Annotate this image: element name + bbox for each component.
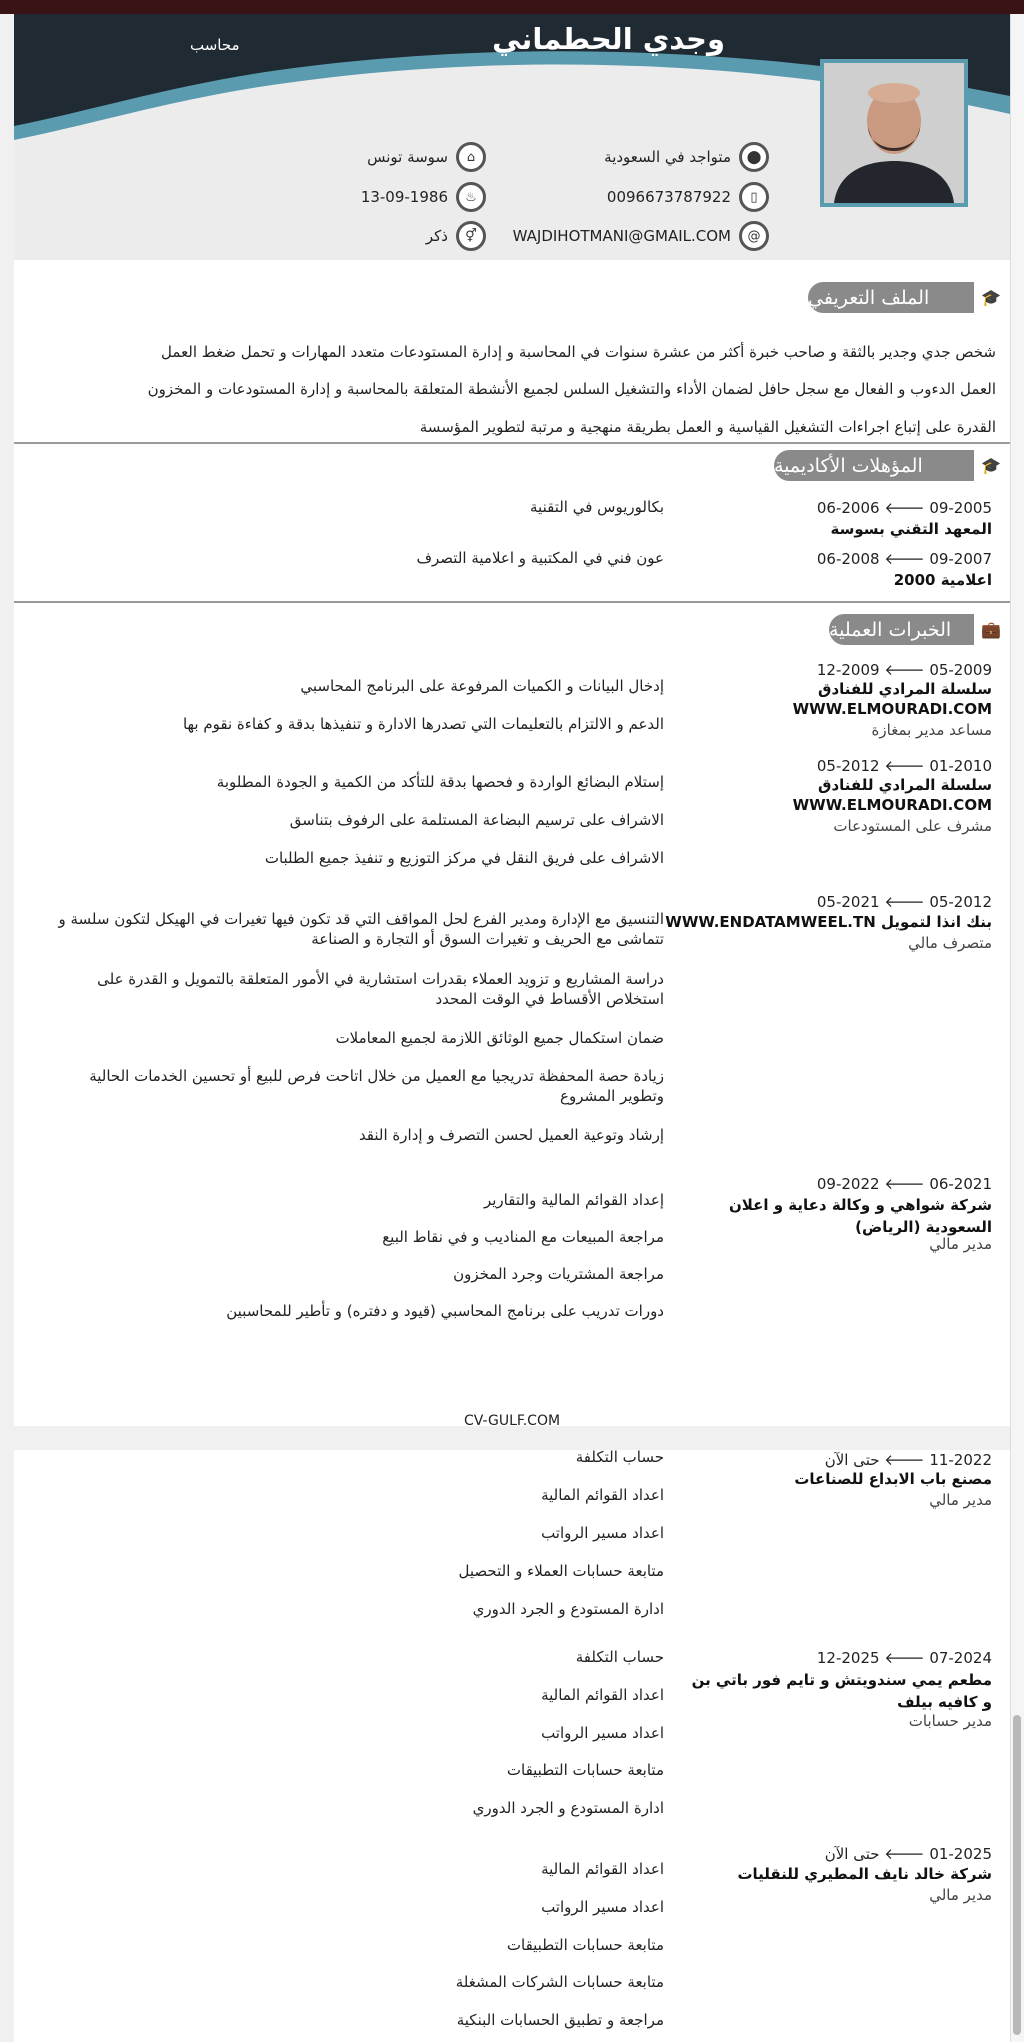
education-2-dates: 09-2007 🡐 06-2008	[816, 550, 992, 568]
scrollbar-thumb[interactable]	[1013, 1715, 1021, 2035]
education-1-dates: 09-2005 🡐 06-2006	[816, 499, 992, 517]
section-divider	[14, 601, 1010, 603]
job-6-company: مطعم يمي سندويتش و تايم فور باتي بن و كافيه بيلف	[691, 1671, 992, 1711]
phone-icon: ▯	[739, 182, 769, 212]
section-title-profile: الملف التعريفي	[808, 282, 974, 313]
candidate-photo	[820, 59, 968, 207]
education-1-institution: المعهد التقني بسوسة	[830, 520, 992, 538]
info-phone	[607, 182, 769, 212]
profile-line-1: شخص جدي وجدير بالثقة و صاحب خبرة أكثر من عشرة سنوات في المحاسبة و إدارة المستودعات متعدد المهارات و تحمل ضغط العمل	[161, 343, 996, 361]
job-2-website: WWW.ELMOURADI.COM	[792, 796, 992, 814]
job-5-role: مدير مالي	[929, 1491, 992, 1509]
education-2-institution: اعلامية 2000	[893, 571, 992, 589]
job-2-duty-1: إستلام البضائع الواردة و فحصها بدقة للتأكد من الكمية و الجودة المطلوبة	[216, 773, 664, 791]
job-6-duty-1: حساب التكلفة	[575, 1648, 664, 1666]
info-birthdate	[361, 182, 486, 212]
browser-top-bar	[0, 0, 1024, 14]
education-2-degree: عون فني في المكتبية و اعلامية التصرف	[416, 549, 664, 567]
gender-text: ذكر	[425, 227, 448, 245]
job-3-duty-2: دراسة المشاريع و تزويد العملاء بقدرات استشارية في الأمور المتعلقة بالتمويل و القدرة على استخلاص الأقساط في الوقت المحدد	[97, 970, 664, 1008]
profile-line-2: العمل الدءوب و الفعال مع سجل حافل لضمان الأداء والتشغيل السلس لجميع الأنشطة المتعلقة بالمحاسبة و إدارة المستودعات و المخزون	[147, 380, 996, 398]
candidate-name: وجدي الحطماني	[492, 22, 725, 56]
job-1-dates: 05-2009 🡐 12-2009	[816, 661, 992, 679]
job-3-duty-3: ضمان استكمال جميع الوثائق اللازمة لجميع المعاملات	[335, 1029, 664, 1047]
job-5-company: مصنع باب الابداع للصناعات	[794, 1470, 992, 1488]
job-1-website: WWW.ELMOURADI.COM	[792, 700, 992, 718]
job-4-duty-1: إعداد القوائم المالية والتقارير	[483, 1191, 664, 1209]
job-5-duty-5: ادارة المستودع و الجرد الدوري	[472, 1600, 664, 1618]
job-6-role: مدير حسابات	[908, 1712, 992, 1730]
cv-page-1	[14, 14, 1010, 1429]
job-4-company: شركة شواهي و وكالة دعاية و اعلان السعودية (الرياض)	[728, 1196, 992, 1236]
cake-icon: ♨	[456, 182, 486, 212]
phone-text: 0096673787922	[606, 188, 731, 206]
job-2-duty-3: الاشراف على فريق النقل في مركز التوزيع و تنفيذ جميع الطلبات	[264, 849, 664, 867]
job-3-duty-1: التنسيق مع الإدارة ومدير الفرع لحل المواقف التي قد تكون فيها تغيرات في الهيكل لتكون سلسة و تتماشى مع الحريف و تغيرات السوق أو التجارة و الصناعة	[58, 910, 664, 948]
profile-line-3: القدرة على إتباع اجراءات التشغيل القياسية و العمل بطريقة منهجية و مرتبة لتطوير المؤسسة	[419, 418, 996, 436]
job-3-duty-4: زيادة حصة المحفظة تدريجيا مع العميل من خلال اتاحت فرص للبيع أو تحسين الخدمات الحالية وتطوير المشروع	[89, 1067, 664, 1105]
job-1-company: سلسلة المرادي للفنادق	[818, 680, 992, 698]
job-7-duty-3: متابعة حسابات التطبيقات	[506, 1936, 664, 1954]
cv-header	[14, 14, 1010, 260]
job-2-company: سلسلة المرادي للفنادق	[818, 776, 992, 794]
cv-page-2	[14, 1450, 1010, 2042]
job-7-duty-2: اعداد مسير الرواتب	[541, 1898, 664, 1916]
job-3-duty-5: إرشاد وتوعية العميل لحسن التصرف و إدارة النقد	[358, 1126, 664, 1144]
job-1-duty-2: الدعم و الالتزام بالتعليمات التي تصدرها الادارة و تنفيذها بدقة و كفاءة نقوم بها	[182, 715, 664, 733]
job-7-duty-1: اعداد القوائم المالية	[541, 1860, 664, 1878]
footer-site: CV-GULF.COM	[463, 1413, 561, 1429]
job-2-duty-2: الاشراف على ترسيم البضاعة المستلمة على الرفوف بتناسق	[289, 811, 664, 829]
job-2-dates: 01-2010 🡐 05-2012	[816, 757, 992, 775]
job-7-company: شركة خالد نايف المطيري للنقليات	[737, 1865, 992, 1883]
info-gender	[426, 221, 486, 251]
job-6-dates: 07-2024 🡐 12-2025	[816, 1649, 992, 1667]
city-text: سوسة تونس	[367, 148, 448, 166]
education-1-degree: بكالوريوس في التقنية	[530, 498, 664, 516]
job-5-duty-1: حساب التكلفة	[575, 1448, 664, 1466]
job-5-duty-4: متابعة حسابات العملاء و التحصيل	[458, 1562, 664, 1580]
info-location	[604, 142, 769, 172]
graduation-cap-icon: 🎓	[981, 288, 1001, 307]
job-6-duty-3: اعداد مسير الرواتب	[541, 1724, 664, 1742]
job-5-dates: 11-2022 🡐 حتى الآن	[824, 1451, 992, 1469]
job-4-duty-4: دورات تدريب على برنامج المحاسبي (قيود و دفتره) و تأطير للمحاسبين	[226, 1302, 664, 1320]
job-5-duty-3: اعداد مسير الرواتب	[541, 1524, 664, 1542]
briefcase-icon: 💼	[981, 620, 1001, 639]
birthdate-text: 13-09-1986	[360, 188, 448, 206]
graduation-cap-icon: 🎓	[981, 456, 1001, 475]
job-2-role: مشرف على المستودعات	[833, 817, 992, 835]
email-text: WAJDIHOTMANI@GMAIL.COM	[512, 227, 731, 245]
info-city	[367, 142, 486, 172]
section-title-education: المؤهلات الأكاديمية	[774, 450, 974, 481]
job-4-role: مدير مالي	[929, 1235, 992, 1253]
job-6-duty-5: ادارة المستودع و الجرد الدوري	[472, 1799, 664, 1817]
job-4-duty-2: مراجعة المبيعات مع المناديب و في نقاط البيع	[382, 1228, 664, 1246]
job-4-duty-3: مراجعة المشتريات وجرد المخزون	[453, 1265, 664, 1283]
section-divider	[14, 442, 1010, 444]
gender-icon: ⚥	[456, 221, 486, 251]
job-3-company: بنك انذا لتمويل WWW.ENDATAMWEEL.TN	[665, 913, 992, 931]
job-6-duty-4: متابعة حسابات التطبيقات	[506, 1761, 664, 1779]
job-5-duty-2: اعداد القوائم المالية	[541, 1486, 664, 1504]
info-email	[513, 221, 769, 251]
map-pin-icon: ⬤	[739, 142, 769, 172]
section-title-experience: الخبرات العملية	[829, 614, 974, 645]
email-icon: @	[739, 221, 769, 251]
location-text: متواجد في السعودية	[604, 148, 731, 166]
job-1-role: مساعد مدير بمغازة	[871, 721, 992, 739]
home-icon: ⌂	[456, 142, 486, 172]
job-7-duty-5: مراجعة و تطبيق الحسابات البنكية	[456, 2011, 664, 2029]
job-7-dates: 01-2025 🡐 حتى الآن	[824, 1845, 992, 1863]
job-1-duty-1: إدخال البيانات و الكميات المرفوعة على البرنامج المحاسبي	[300, 677, 664, 695]
job-7-duty-4: متابعة حسابات الشركات المشغلة	[455, 1973, 664, 1991]
job-6-duty-2: اعداد القوائم المالية	[541, 1686, 664, 1704]
job-4-dates: 06-2021 🡐 09-2022	[816, 1175, 992, 1193]
candidate-job-title: محاسب	[190, 36, 240, 54]
job-3-role: متصرف مالي	[908, 934, 992, 952]
job-7-role: مدير مالي	[929, 1886, 992, 1904]
job-3-dates: 05-2012 🡐 05-2021	[816, 893, 992, 911]
